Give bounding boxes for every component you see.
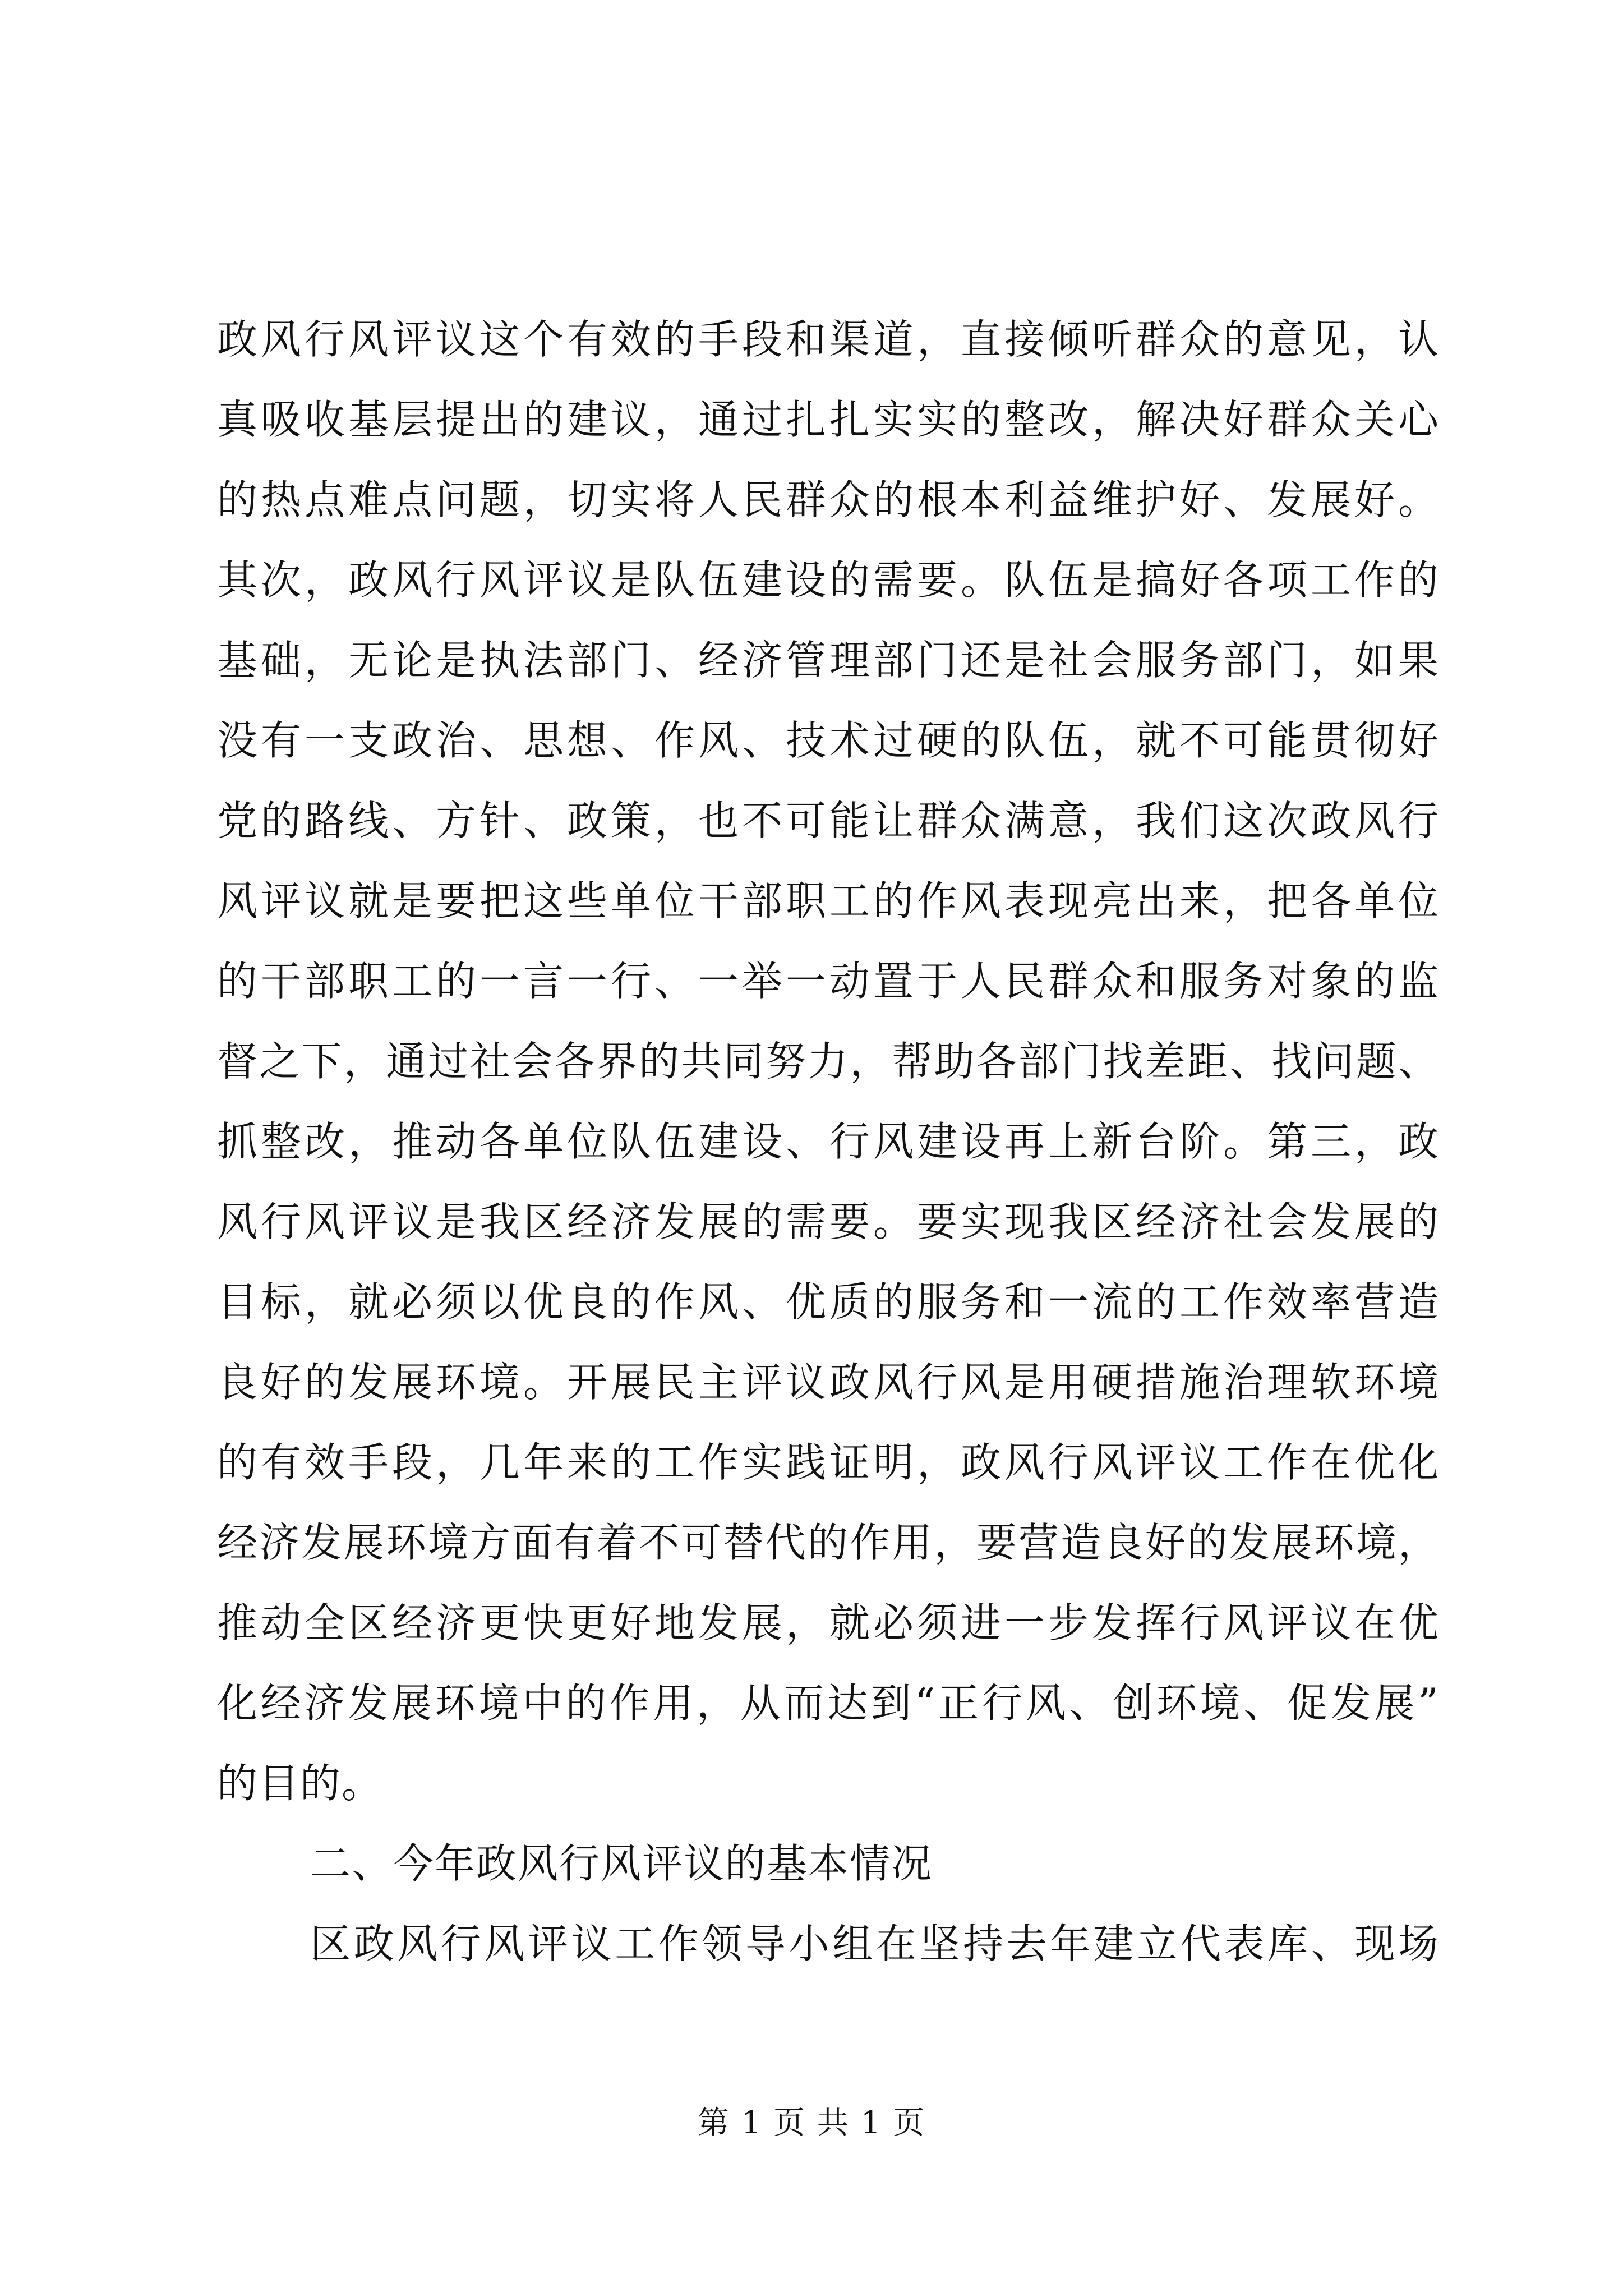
text-line: 风行风评议是我区经济发展的需要。要实现我区经济社会发展的 <box>217 1198 1440 1245</box>
text-line: 的目的。 <box>217 1760 384 1807</box>
document-body <box>217 300 1440 1984</box>
text-line: 基础，无论是执法部门、经济管理部门还是社会服务部门，如果 <box>217 637 1440 684</box>
page-footer: 第 1 页 共 1 页 <box>697 2105 926 2141</box>
text-line: 其次，政风行风评议是队伍建设的需要。队伍是搞好各项工作的 <box>217 556 1440 604</box>
text-line: 的干部职工的一言一行、一举一动置于人民群众和服务对象的监 <box>217 958 1440 1005</box>
text-line: 风评议就是要把这些单位干部职工的作风表现亮出来，把各单位 <box>217 877 1440 924</box>
text-line: 没有一支政治、思想、作风、技术过硬的队伍，就不可能贯彻好 <box>217 717 1440 764</box>
text-line: 目标，就必须以优良的作风、优质的服务和一流的工作效率营造 <box>217 1278 1440 1326</box>
text-line: 党的路线、方针、政策，也不可能让群众满意，我们这次政风行 <box>217 797 1440 844</box>
text-line: 经济发展环境方面有着不可替代的作用，要营造良好的发展环境， <box>217 1519 1440 1566</box>
text-line: 的有效手段，几年来的工作实践证明，政风行风评议工作在优化 <box>217 1439 1440 1486</box>
text-line: 推动全区经济更快更好地发展，就必须进一步发挥行风评议在优 <box>217 1599 1440 1646</box>
text-line: 政风行风评议这个有效的手段和渠道，直接倾听群众的意见，认 <box>217 316 1440 363</box>
section-heading: 二、今年政风行风评议的基本情况 <box>310 1840 933 1887</box>
text-line: 真吸收基层提出的建议，通过扎扎实实的整改，解决好群众关心 <box>217 396 1440 443</box>
text-line: 抓整改，推动各单位队伍建设、行风建设再上新台阶。第三，政 <box>217 1118 1440 1165</box>
text-line: 的热点难点问题，切实将人民群众的根本利益维护好、发展好。 <box>217 476 1440 523</box>
text-line: 区政风行风评议工作领导小组在坚持去年建立代表库、现场 <box>310 1920 1440 1967</box>
text-line: 化经济发展环境中的作用，从而达到“正行风、创环境、促发展” <box>217 1680 1440 1727</box>
text-line: 良好的发展环境。开展民主评议政风行风是用硬措施治理软环境 <box>217 1359 1440 1406</box>
text-line: 督之下，通过社会各界的共同努力，帮助各部门找差距、找问题、 <box>217 1038 1440 1085</box>
